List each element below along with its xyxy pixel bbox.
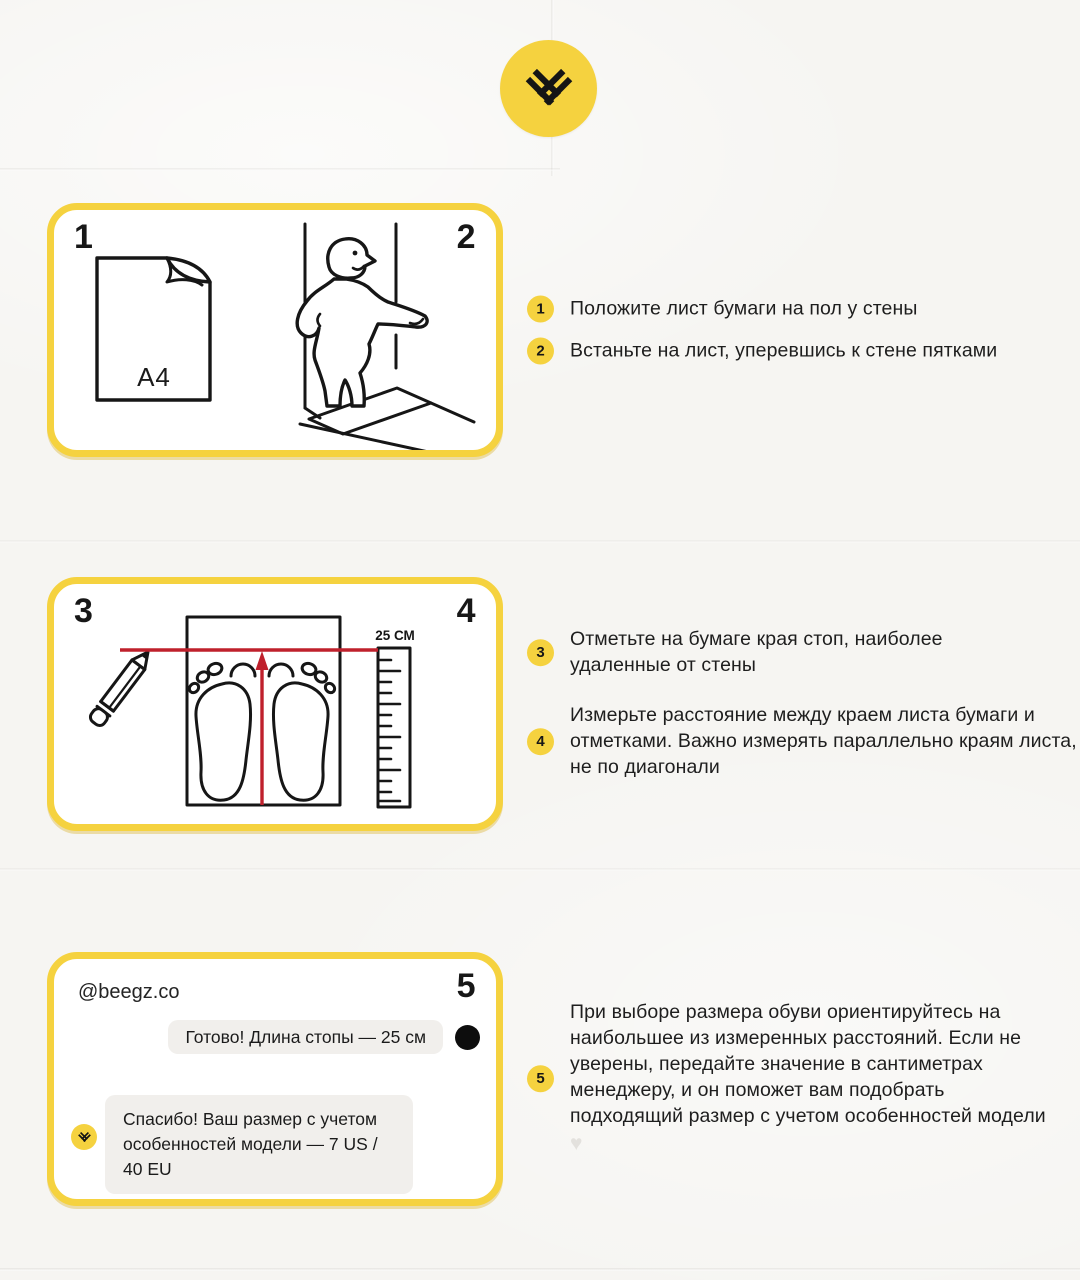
row-steps-1-2 (0, 203, 1080, 457)
panel-number-1: 1 (74, 218, 94, 256)
ruler-label: 25 СМ (375, 628, 415, 643)
step-badge-2: 2 (527, 338, 554, 365)
bot-avatar (71, 1124, 97, 1150)
chat-message-outgoing: Готово! Длина стопы — 25 см (168, 1020, 443, 1054)
panel-number-2: 2 (456, 218, 476, 256)
foot-measure-illustration (54, 584, 496, 824)
paper-crease (0, 168, 560, 171)
step-item-3 (527, 627, 1080, 679)
panel-number-3: 3 (74, 592, 94, 630)
panel-number-4: 4 (456, 592, 476, 630)
beegz-logo-icon (76, 1129, 93, 1146)
step-text-2: Встаньте на лист, уперевшись к стене пятками (570, 339, 998, 362)
beegz-logo-icon (518, 58, 580, 120)
steps-group-3 (527, 1000, 1055, 1158)
panel-steps-1-2 (47, 203, 503, 457)
row-step-5 (0, 952, 1080, 1206)
brand-logo (500, 40, 597, 137)
paper-crease (0, 868, 1080, 871)
step-badge-3: 3 (527, 640, 554, 667)
step-badge-1: 1 (527, 296, 554, 323)
a4-and-person-illustration (54, 210, 496, 450)
step-item-5 (527, 1000, 1055, 1158)
step-text-5: При выборе размера обуви ориентируйтесь на наибольшее из измеренных расстояний. Если не уверены, передайте значение в сантиметрах менеджеру, и он поможет вам подобрать подходящий размер с учетом особенностей модели ♥ (570, 1001, 1046, 1155)
paper-crease (0, 1268, 1080, 1271)
step-text-1: Положите лист бумаги на пол у стены (570, 297, 918, 320)
step-badge-4: 4 (527, 728, 554, 755)
step-item-2 (527, 338, 997, 365)
step-badge-5: 5 (527, 1066, 554, 1093)
steps-group-1 (527, 296, 997, 365)
account-handle: @beegz.co (78, 981, 180, 1003)
step-text-4: Измерьте расстояние между краем листа бумаги и отметками. Важно измерять параллельно краям листа, не по диагонали (570, 704, 1077, 778)
steps-group-2 (527, 627, 1080, 781)
a4-label: A4 (137, 362, 171, 392)
panel-steps-3-4 (47, 577, 503, 831)
white-heart-icon: ♥ (570, 1131, 583, 1155)
row-steps-3-4 (0, 577, 1080, 831)
chat-message-incoming: Спасибо! Ваш размер с учетом особенностей модели — 7 US / 40 EU (105, 1095, 413, 1194)
paper-crease (0, 540, 1080, 543)
user-avatar (455, 1025, 480, 1050)
step-item-1 (527, 296, 997, 323)
panel-step-5-chat (47, 952, 503, 1206)
step-text-3: Отметьте на бумаге края стоп, наиболее удаленные от стены (570, 628, 943, 677)
pencil-icon (88, 647, 154, 728)
panel-number-5: 5 (456, 967, 476, 1005)
step-item-4 (527, 703, 1080, 781)
